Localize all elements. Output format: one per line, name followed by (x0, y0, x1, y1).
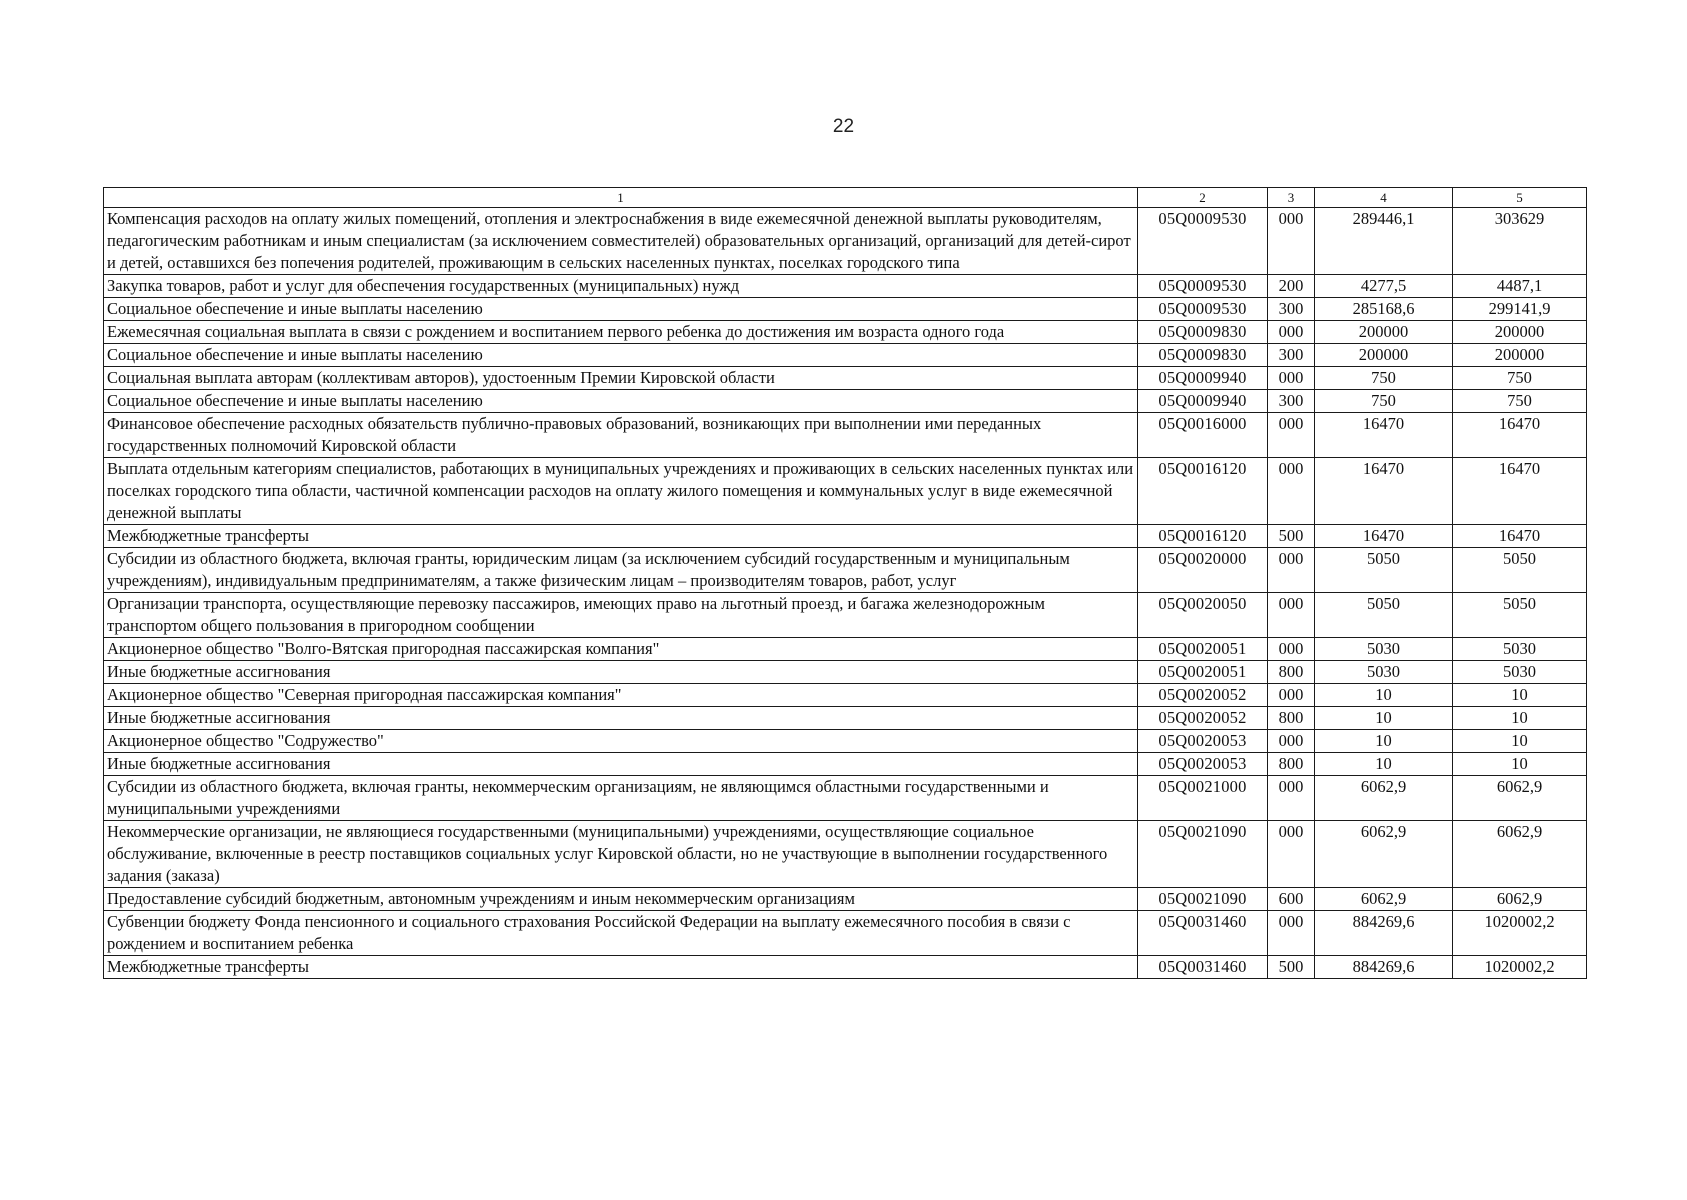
cell-year2: 4487,1 (1453, 275, 1587, 298)
cell-year1: 750 (1315, 390, 1453, 413)
cell-code: 05Q0020051 (1138, 638, 1268, 661)
table-row (104, 707, 1587, 730)
cell-code: 05Q0020053 (1138, 753, 1268, 776)
cell-name: Социальное обеспечение и иные выплаты населению (104, 344, 1138, 367)
cell-year1: 10 (1315, 684, 1453, 707)
cell-name: Субвенции бюджету Фонда пенсионного и социального страхования Российской Федерации на выплату ежемесячного пособия в связи с рождением и воспитанием ребенка (104, 911, 1138, 956)
cell-year2: 10 (1453, 730, 1587, 753)
cell-year1: 5050 (1315, 593, 1453, 638)
table-row (104, 753, 1587, 776)
cell-code: 05Q0031460 (1138, 911, 1268, 956)
table-row (104, 321, 1587, 344)
cell-code: 05Q0020052 (1138, 684, 1268, 707)
cell-year1: 4277,5 (1315, 275, 1453, 298)
header-cell-year1: 4 (1315, 188, 1453, 208)
cell-code: 05Q0009940 (1138, 367, 1268, 390)
cell-year2: 200000 (1453, 321, 1587, 344)
cell-type: 000 (1268, 548, 1315, 593)
cell-name: Предоставление субсидий бюджетным, автономным учреждениям и иным некоммерческим организациям (104, 888, 1138, 911)
cell-code: 05Q0031460 (1138, 956, 1268, 979)
cell-type: 200 (1268, 275, 1315, 298)
header-cell-code: 2 (1138, 188, 1268, 208)
cell-type: 000 (1268, 730, 1315, 753)
cell-year2: 5030 (1453, 661, 1587, 684)
table-row (104, 525, 1587, 548)
budget-table (103, 187, 1587, 979)
cell-type: 000 (1268, 593, 1315, 638)
cell-year1: 750 (1315, 367, 1453, 390)
cell-year1: 200000 (1315, 321, 1453, 344)
cell-name: Организации транспорта, осуществляющие перевозку пассажиров, имеющих право на льготный проезд, и багажа железнодорожным транспортом общего пользования в пригородном сообщении (104, 593, 1138, 638)
cell-year1: 16470 (1315, 413, 1453, 458)
cell-code: 05Q0009530 (1138, 298, 1268, 321)
page-number: 22 (832, 116, 855, 137)
cell-name: Субсидии из областного бюджета, включая гранты, некоммерческим организациям, не являющимся областными государственными и муниципальными учреждениями (104, 776, 1138, 821)
cell-name: Иные бюджетные ассигнования (104, 661, 1138, 684)
cell-year2: 16470 (1453, 525, 1587, 548)
cell-year2: 6062,9 (1453, 776, 1587, 821)
cell-code: 05Q0009830 (1138, 321, 1268, 344)
cell-name: Акционерное общество "Волго-Вятская пригородная пассажирская компания" (104, 638, 1138, 661)
cell-year1: 10 (1315, 753, 1453, 776)
cell-type: 000 (1268, 684, 1315, 707)
cell-year2: 5030 (1453, 638, 1587, 661)
cell-year1: 5030 (1315, 638, 1453, 661)
cell-year2: 16470 (1453, 413, 1587, 458)
cell-year2: 5050 (1453, 593, 1587, 638)
header-cell-year2: 5 (1453, 188, 1587, 208)
cell-name: Социальное обеспечение и иные выплаты населению (104, 390, 1138, 413)
table-row (104, 661, 1587, 684)
cell-type: 000 (1268, 367, 1315, 390)
cell-type: 000 (1268, 821, 1315, 888)
cell-name: Межбюджетные трансферты (104, 525, 1138, 548)
cell-year2: 750 (1453, 390, 1587, 413)
cell-name: Закупка товаров, работ и услуг для обеспечения государственных (муниципальных) нужд (104, 275, 1138, 298)
cell-year1: 10 (1315, 730, 1453, 753)
cell-name: Социальная выплата авторам (коллективам авторов), удостоенным Премии Кировской области (104, 367, 1138, 390)
cell-code: 05Q0016000 (1138, 413, 1268, 458)
table-row (104, 298, 1587, 321)
table-row (104, 548, 1587, 593)
table-row (104, 684, 1587, 707)
cell-name: Выплата отдельным категориям специалистов, работающих в муниципальных учреждениях и проживающих в сельских населенных пунктах или поселках городского типа области, частичной компенсации расходов на оплату жилого помещения и коммунальных услуг в виде ежемесячной денежной выплаты (104, 458, 1138, 525)
table-body (104, 208, 1587, 979)
cell-code: 05Q0020053 (1138, 730, 1268, 753)
cell-type: 800 (1268, 661, 1315, 684)
cell-year1: 6062,9 (1315, 776, 1453, 821)
table-row (104, 458, 1587, 525)
table-row (104, 956, 1587, 979)
cell-type: 800 (1268, 707, 1315, 730)
cell-name: Акционерное общество "Содружество" (104, 730, 1138, 753)
table-row (104, 208, 1587, 275)
header-row (104, 188, 1587, 208)
cell-year1: 285168,6 (1315, 298, 1453, 321)
cell-code: 05Q0009530 (1138, 208, 1268, 275)
cell-name: Финансовое обеспечение расходных обязательств публично-правовых образований, возникающих при выполнении ими переданных государственных полномочий Кировской области (104, 413, 1138, 458)
table-row (104, 367, 1587, 390)
cell-year1: 884269,6 (1315, 956, 1453, 979)
cell-code: 05Q0020000 (1138, 548, 1268, 593)
cell-name: Иные бюджетные ассигнования (104, 753, 1138, 776)
cell-year2: 10 (1453, 753, 1587, 776)
table-row (104, 776, 1587, 821)
header-cell-name: 1 (104, 188, 1138, 208)
cell-code: 05Q0009530 (1138, 275, 1268, 298)
cell-year2: 1020002,2 (1453, 911, 1587, 956)
cell-type: 000 (1268, 458, 1315, 525)
cell-year2: 299141,9 (1453, 298, 1587, 321)
table-row (104, 638, 1587, 661)
cell-year2: 303629 (1453, 208, 1587, 275)
cell-year1: 200000 (1315, 344, 1453, 367)
table-row (104, 730, 1587, 753)
cell-year1: 10 (1315, 707, 1453, 730)
cell-type: 300 (1268, 298, 1315, 321)
cell-type: 000 (1268, 413, 1315, 458)
cell-type: 500 (1268, 525, 1315, 548)
cell-year2: 200000 (1453, 344, 1587, 367)
cell-year1: 16470 (1315, 458, 1453, 525)
cell-type: 000 (1268, 321, 1315, 344)
cell-year1: 884269,6 (1315, 911, 1453, 956)
table-row (104, 911, 1587, 956)
cell-code: 05Q0021000 (1138, 776, 1268, 821)
cell-year2: 1020002,2 (1453, 956, 1587, 979)
cell-year2: 16470 (1453, 458, 1587, 525)
cell-type: 000 (1268, 776, 1315, 821)
cell-code: 05Q0020050 (1138, 593, 1268, 638)
table-row (104, 390, 1587, 413)
table-row (104, 275, 1587, 298)
cell-year1: 16470 (1315, 525, 1453, 548)
cell-code: 05Q0009830 (1138, 344, 1268, 367)
table-row (104, 888, 1587, 911)
cell-code: 05Q0021090 (1138, 888, 1268, 911)
table-row (104, 344, 1587, 367)
cell-type: 600 (1268, 888, 1315, 911)
cell-year2: 750 (1453, 367, 1587, 390)
cell-type: 300 (1268, 344, 1315, 367)
cell-year2: 10 (1453, 684, 1587, 707)
cell-name: Некоммерческие организации, не являющиеся государственными (муниципальными) учреждениями, осуществляющие социальное обслуживание, включенные в реестр поставщиков социальных услуг Кировской области, но не участвующие в выполнении государственного задания (заказа) (104, 821, 1138, 888)
cell-type: 500 (1268, 956, 1315, 979)
cell-year1: 5030 (1315, 661, 1453, 684)
header-cell-type: 3 (1268, 188, 1315, 208)
cell-year1: 289446,1 (1315, 208, 1453, 275)
cell-name: Акционерное общество "Северная пригородная пассажирская компания" (104, 684, 1138, 707)
cell-type: 300 (1268, 390, 1315, 413)
cell-name: Межбюджетные трансферты (104, 956, 1138, 979)
cell-type: 000 (1268, 638, 1315, 661)
cell-year2: 5050 (1453, 548, 1587, 593)
cell-year2: 6062,9 (1453, 821, 1587, 888)
cell-type: 000 (1268, 208, 1315, 275)
table-row (104, 821, 1587, 888)
cell-code: 05Q0016120 (1138, 525, 1268, 548)
cell-code: 05Q0016120 (1138, 458, 1268, 525)
cell-code: 05Q0020052 (1138, 707, 1268, 730)
cell-type: 000 (1268, 911, 1315, 956)
cell-name: Иные бюджетные ассигнования (104, 707, 1138, 730)
cell-name: Компенсация расходов на оплату жилых помещений, отопления и электроснабжения в виде ежемесячной денежной выплаты руководителям, педагогическим работникам и иным специалистам (за исключением совместителей) образовательных организаций, организаций для детей-сирот и детей, оставшихся без попечения родителей, проживающим в сельских населенных пунктах, поселках городского типа (104, 208, 1138, 275)
cell-name: Ежемесячная социальная выплата в связи с рождением и воспитанием первого ребенка до достижения им возраста одного года (104, 321, 1138, 344)
table-row (104, 593, 1587, 638)
cell-name: Социальное обеспечение и иные выплаты населению (104, 298, 1138, 321)
cell-type: 800 (1268, 753, 1315, 776)
cell-year1: 5050 (1315, 548, 1453, 593)
cell-code: 05Q0009940 (1138, 390, 1268, 413)
cell-year1: 6062,9 (1315, 821, 1453, 888)
cell-name: Субсидии из областного бюджета, включая гранты, юридическим лицам (за исключением субсидий государственным и муниципальным учреждениям), индивидуальным предпринимателям, а также физическим лицам – производителям товаров, работ, услуг (104, 548, 1138, 593)
cell-year2: 10 (1453, 707, 1587, 730)
cell-code: 05Q0021090 (1138, 821, 1268, 888)
cell-year1: 6062,9 (1315, 888, 1453, 911)
cell-code: 05Q0020051 (1138, 661, 1268, 684)
cell-year2: 6062,9 (1453, 888, 1587, 911)
table-row (104, 413, 1587, 458)
